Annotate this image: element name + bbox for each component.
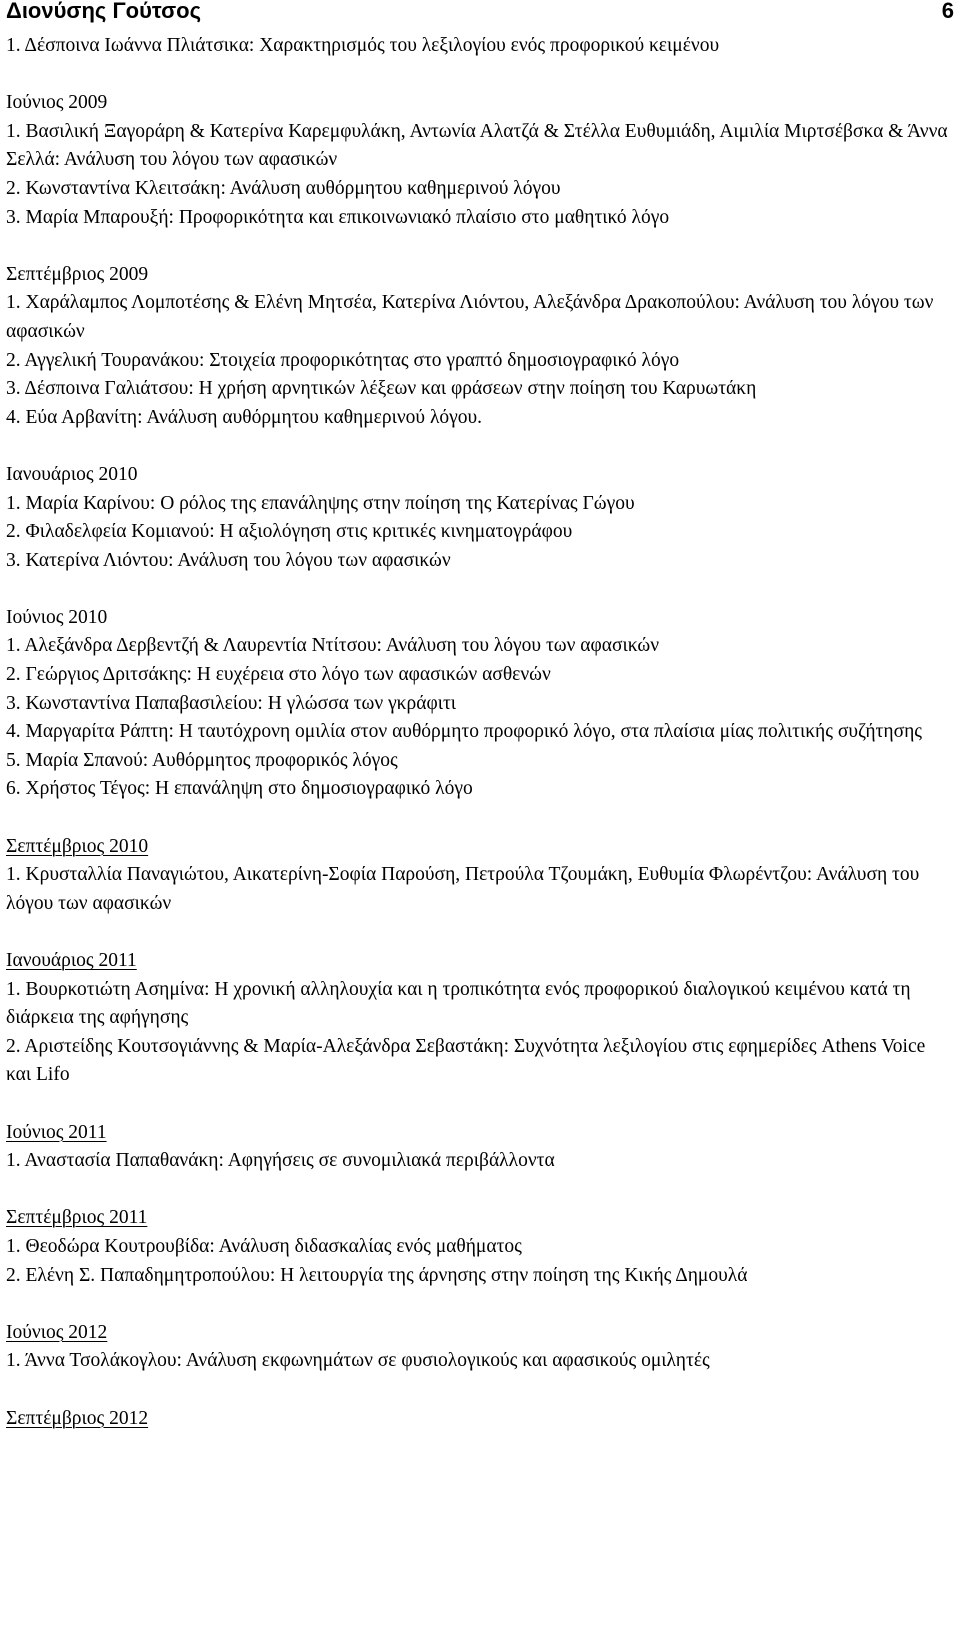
list-item: 2. Αγγελική Τουρανάκου: Στοιχεία προφορικότητας στο γραπτό δημοσιογραφικό λόγο xyxy=(6,349,680,371)
header-author: Διονύσης Γούτσος xyxy=(6,0,202,23)
section-heading: Ιούνιος 2011 xyxy=(6,1121,107,1143)
section-heading: Ιανουάριος 2011 xyxy=(6,950,137,971)
list-item: 2. Φιλαδελφεία Κομιανού: Η αξιολόγηση στις κριτικές κινηματογράφου xyxy=(6,521,573,543)
section-september-2011 xyxy=(6,1204,954,1290)
list-item: 4. Εύα Αρβανίτη: Ανάλυση αυθόρμητου καθημερινού λόγου. xyxy=(6,406,483,428)
list-item: 1. Δέσποινα Ιωάννα Πλιάτσικα: Χαρακτηρισμός του λεξιλογίου ενός προφορικού κειμένου xyxy=(6,35,720,56)
list-item: 1. Κρυσταλλία Παναγιώτου, Αικατερίνη-Σοφία Παρούση, Πετρούλα Τζουμάκη, Ευθυμία Φλωρέντζου: Ανάλυση του λόγου των αφασικών xyxy=(6,864,920,914)
section-june-2010 xyxy=(6,604,954,804)
list-item: 3. Δέσποινα Γαλιάτσου: Η χρήση αρνητικών λέξεων και φράσεων στην ποίηση του Καρυωτάκη xyxy=(6,378,757,400)
list-item: 3. Κατερίνα Λιόντου: Ανάλυση του λόγου των αφασικών xyxy=(6,549,451,571)
section-january-2010 xyxy=(6,461,954,575)
section-heading: Ιούνιος 2010 xyxy=(6,606,108,628)
list-item: 5. Μαρία Σπανού: Αυθόρμητος προφορικός λόγος xyxy=(6,749,398,771)
list-item: 1. Βουρκοτιώτη Ασημίνα: Η χρονική αλληλουχία και η τροπικότητα ενός προφορικού διαλογικού κειμένου κατά τη διάρκεια της αφήγησης xyxy=(6,978,911,1029)
list-item: 2. Γεώργιος Δριτσάκης: Η ευχέρεια στο λόγο των αφασικών ασθενών xyxy=(6,664,551,686)
list-item: 2. Ελένη Σ. Παπαδημητροπούλου: Η λειτουργία της άρνησης στην ποίηση της Κικής Δημουλά xyxy=(6,1264,748,1286)
document-body xyxy=(6,32,954,1433)
list-item: 1. Αναστασία Παπαθανάκη: Αφηγήσεις σε συνομιλιακά περιβάλλοντα xyxy=(6,1150,555,1172)
list-item: 4. Μαργαρίτα Ράπτη: Η ταυτόχρονη ομιλία στον αυθόρμητο προφορικό λόγο, στα πλαίσια μίας πολιτικής συζήτησης xyxy=(6,721,922,743)
section-heading: Σεπτέμβριος 2010 xyxy=(6,835,149,857)
section-heading: Σεπτέμβριος 2012 xyxy=(6,1407,149,1429)
section-june-2011 xyxy=(6,1119,954,1176)
section-june-2012 xyxy=(6,1319,954,1376)
section-september-2012 xyxy=(6,1405,954,1434)
section-heading: Ιούνιος 2012 xyxy=(6,1321,108,1343)
section-january-2011 xyxy=(6,947,954,1090)
section-september-2009 xyxy=(6,261,954,433)
section-september-2010 xyxy=(6,833,954,919)
page-number: 6 xyxy=(941,0,954,23)
section-heading: Ιούνιος 2009 xyxy=(6,92,108,114)
list-item: 1. Θεοδώρα Κουτρουβίδα: Ανάλυση διδασκαλίας ενός μαθήματος xyxy=(6,1235,522,1257)
list-item: 1. Άννα Τσολάκογλου: Ανάλυση εκφωνημάτων σε φυσιολογικούς και αφασικούς ομιλητές xyxy=(6,1350,710,1372)
list-item: 2. Αριστείδης Κουτσογιάννης & Μαρία-Αλεξάνδρα Σεβαστάκη: Συχνότητα λεξιλογίου στις εφημερίδες Athens Voice και Lifo xyxy=(6,1035,926,1086)
section-june-2009 xyxy=(6,89,954,232)
list-item: 1. Χαράλαμπος Λομποτέσης & Ελένη Μητσέα, Κατερίνα Λιόντου, Αλεξάνδρα Δρακοπούλου: Ανάλυση του λόγου των αφασικών xyxy=(6,292,934,342)
list-item: 3. Μαρία Μπαρουξή: Προφορικότητα και επικοινωνιακό πλαίσιο στο μαθητικό λόγο xyxy=(6,206,670,228)
list-item: 1. Βασιλική Ξαγοράρη & Κατερίνα Καρεμφυλάκη, Αντωνία Αλατζά & Στέλλα Ευθυμιάδη, Αιμιλία Μιρτσέβσκα & Άννα Σελλά: Ανάλυση του λόγου των αφασικών xyxy=(6,120,948,171)
list-item: 3. Κωνσταντίνα Παπαβασιλείου: Η γλώσσα των γκράφιτι xyxy=(6,692,457,714)
section-heading: Ιανουάριος 2010 xyxy=(6,463,138,485)
intro-section xyxy=(6,32,954,61)
list-item: 2. Κωνσταντίνα Κλειτσάκη: Ανάλυση αυθόρμητου καθημερινού λόγου xyxy=(6,177,561,199)
page-header xyxy=(6,0,954,32)
list-item: 1. Αλεξάνδρα Δερβεντζή & Λαυρεντία Ντίτσου: Ανάλυση του λόγου των αφασικών xyxy=(6,635,660,657)
list-item: 1. Μαρία Καρίνου: Ο ρόλος της επανάληψης στην ποίηση της Κατερίνας Γώγου xyxy=(6,492,635,514)
section-heading: Σεπτέμβριος 2011 xyxy=(6,1207,148,1229)
list-item: 6. Χρήστος Τέγος: Η επανάληψη στο δημοσιογραφικό λόγο xyxy=(6,778,473,800)
section-heading: Σεπτέμβριος 2009 xyxy=(6,263,149,285)
